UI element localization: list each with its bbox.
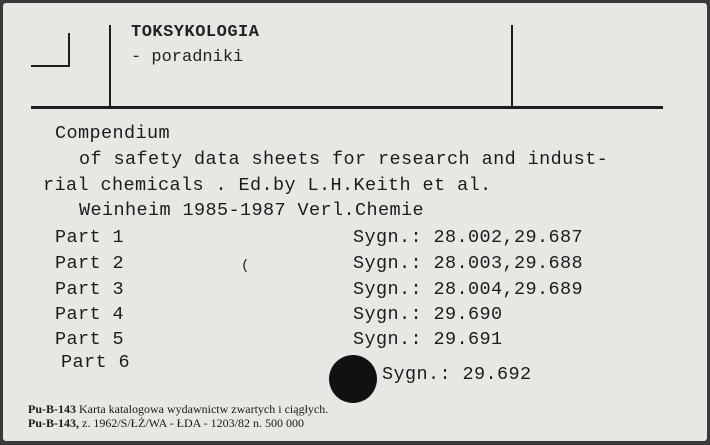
part-sygn: Sygn.: 29.691 xyxy=(353,329,503,350)
punched-hole-dot xyxy=(329,355,377,403)
part-sygn: Sygn.: 29.692 xyxy=(382,364,532,385)
footer-code: Pu-B-143 xyxy=(28,402,76,416)
footer-code: Pu-B-143, xyxy=(28,416,79,430)
header-bottom-rule xyxy=(31,106,663,109)
part-label: Part 4 xyxy=(55,304,125,325)
header-divider-left xyxy=(109,25,111,107)
header-left-underline xyxy=(31,65,70,67)
part-label: Part 6 xyxy=(61,352,131,373)
footer-text: Karta katalogowa wydawnictw zwartych i ciągłych. xyxy=(76,402,329,416)
part-label: Part 5 xyxy=(55,329,125,350)
part-label: Part 3 xyxy=(55,279,125,300)
footer-line-2 xyxy=(28,416,304,430)
part-sygn: Sygn.: 28.004,29.689 xyxy=(353,279,584,300)
part-sygn: Sygn.: 28.003,29.688 xyxy=(353,253,584,274)
part-label: Part 2 xyxy=(55,253,125,274)
title-line-1: of safety data sheets for research and indust- xyxy=(79,149,609,170)
part-sygn: Sygn.: 29.690 xyxy=(353,304,503,325)
stray-mark: ( xyxy=(241,258,250,274)
subject-heading: TOKSYKOLOGIA xyxy=(131,23,260,42)
header-left-tick xyxy=(68,33,70,67)
title-compendium: Compendium xyxy=(55,123,171,144)
footer-text: z. 1962/S/ŁŻ/WA - ŁDA - 1203/82 n. 500 000 xyxy=(79,416,304,430)
imprint-line: Weinheim 1985-1987 Verl.Chemie xyxy=(79,200,425,221)
footer-line-1 xyxy=(28,402,328,416)
header-divider-right xyxy=(511,25,513,107)
part-label: Part 1 xyxy=(55,227,125,248)
catalog-card xyxy=(3,3,707,441)
title-line-2: rial chemicals . Ed.by L.H.Keith et al. xyxy=(43,175,492,196)
part-sygn: Sygn.: 28.002,29.687 xyxy=(353,227,584,248)
subject-subheading: - poradniki xyxy=(131,48,244,67)
